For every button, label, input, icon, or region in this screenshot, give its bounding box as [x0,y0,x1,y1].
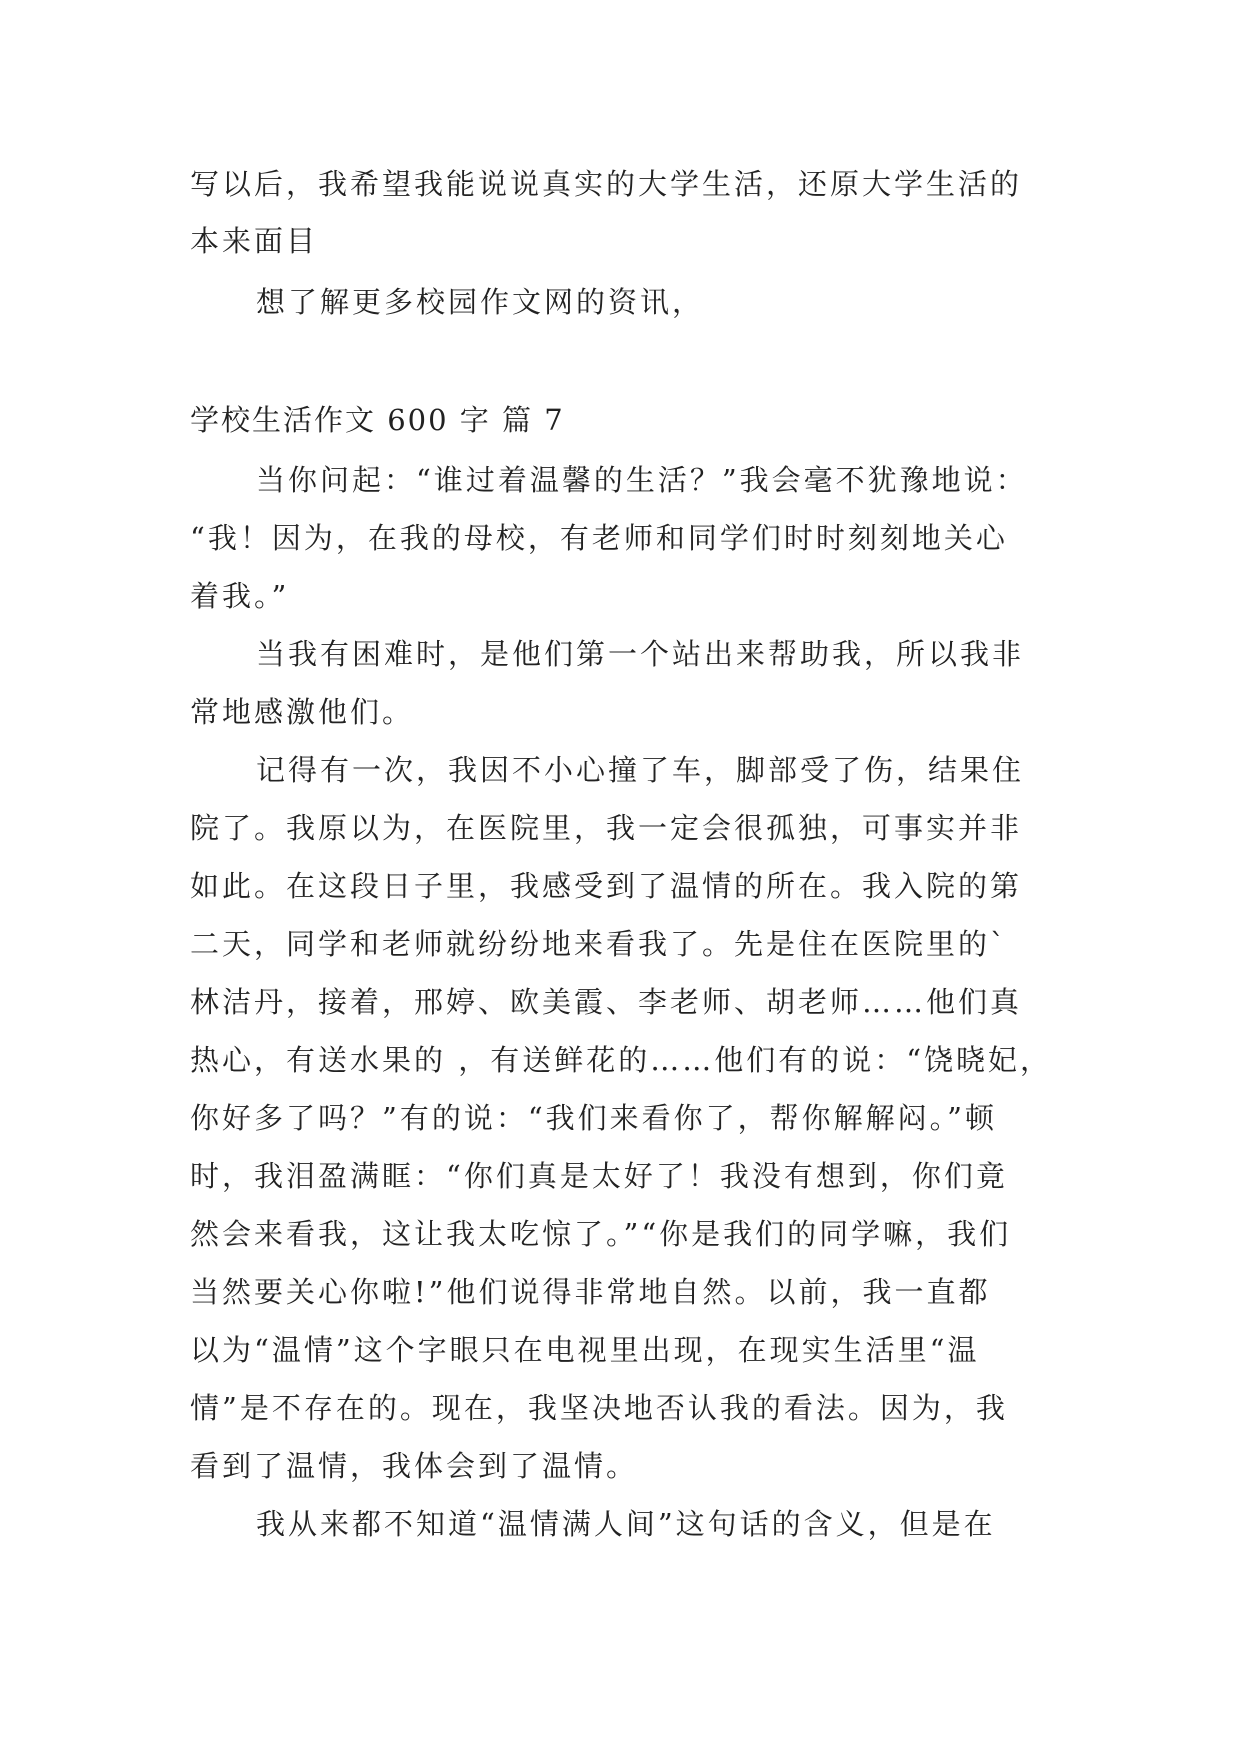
paragraph-3-line-2: 院了。我原以为，在医院里，我一定会很孤独，可事实并非 [190,811,1023,845]
paragraph-intro-line-1: 写以后，我希望我能说说真实的大学生活，还原大学生活的 [190,167,1023,201]
paragraph-3-line-6: 热心，有送水果的 ，有送鲜花的……他们有的说：“饶晓妃， [190,1043,1053,1077]
paragraph-2-line-1: 当我有困难时，是他们第一个站出来帮助我，所以我非 [256,637,1025,671]
paragraph-more-line-1: 想了解更多校园作文网的资讯， [256,285,705,319]
section-title: 学校生活作文 600 字 篇 7 [190,403,565,437]
paragraph-3-line-12: 情”是不存在的。现在，我坚决地否认我的看法。因为，我 [190,1391,1008,1425]
paragraph-3-line-11: 以为“温情”这个字眼只在电视里出现，在现实生活里“温 [190,1333,980,1367]
paragraph-4-line-1: 我从来都不知道“温情满人间”这句话的含义，但是在 [256,1507,996,1541]
paragraph-3-line-9: 然会来看我，这让我太吃惊了。”“你是我们的同学嘛，我们 [190,1217,1012,1251]
paragraph-3-line-10: 当然要关心你啦!”他们说得非常地自然。以前，我一直都 [190,1275,991,1309]
paragraph-3-line-13: 看到了温情，我体会到了温情。 [190,1449,639,1483]
paragraph-3-line-1: 记得有一次，我因不小心撞了车，脚部受了伤，结果住 [256,753,1025,787]
paragraph-1-line-3: 着我。” [190,579,290,613]
paragraph-intro-line-2: 本来面目 [190,224,319,258]
paragraph-2-line-2: 常地感激他们。 [190,695,415,729]
paragraph-1-line-2: “我！因为，在我的母校，有老师和同学们时时刻刻地关心 [190,521,1008,555]
paragraph-3-line-3: 如此。在这段日子里，我感受到了温情的所在。我入院的第 [190,869,1023,903]
paragraph-3-line-7: 你好多了吗？”有的说：“我们来看你了，帮你解解闷。”顿 [190,1101,997,1135]
paragraph-3-line-5: 林洁丹，接着，邢婷、欧美霞、李老师、胡老师……他们真 [190,985,1023,1019]
paragraph-3-line-8: 时，我泪盈满眶：“你们真是太好了！我没有想到，你们竟 [190,1159,1008,1193]
paragraph-3-line-4: 二天，同学和老师就纷纷地来看我了。先是住在医院里的` [190,927,1008,961]
paragraph-1-line-1: 当你问起：“谁过着温馨的生活？”我会毫不犹豫地说： [256,463,1028,497]
